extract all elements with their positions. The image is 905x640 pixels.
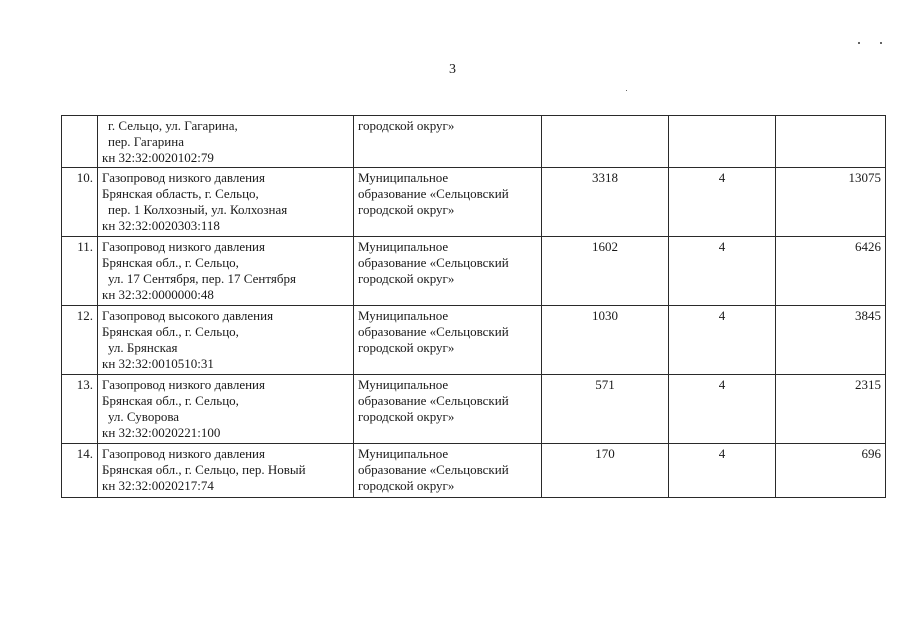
owner-cell — [354, 168, 542, 237]
row-number-cell: 10. — [62, 168, 98, 237]
row-number-cell — [62, 116, 98, 168]
object-line: Брянская обл., г. Сельцо, — [102, 393, 239, 408]
table-row — [62, 116, 886, 168]
owner-line: Муниципальное — [358, 308, 449, 323]
cadastral-number: кн 32:32:0020217:74 — [102, 478, 214, 493]
table-row — [62, 306, 886, 375]
owner-line: городской округ» — [358, 271, 455, 286]
object-line: Брянская обл., г. Сельцо, — [102, 324, 239, 339]
category-cell — [669, 116, 776, 168]
cadastral-number: кн 32:32:0000000:48 — [102, 287, 214, 302]
object-line: ул. Брянская — [108, 340, 178, 355]
object-line: ул. Суворова — [108, 409, 180, 424]
page-number: 3 — [449, 62, 456, 77]
owner-line: городской округ» — [358, 202, 455, 217]
owner-cell — [354, 375, 542, 444]
value-cell: 696 — [776, 444, 886, 498]
value-cell: 3845 — [776, 306, 886, 375]
row-number-cell: 13. — [62, 375, 98, 444]
object-line: Брянская обл., г. Сельцо, — [102, 255, 239, 270]
category-cell: 4 — [669, 168, 776, 237]
row-number-cell: 12. — [62, 306, 98, 375]
table-row — [62, 375, 886, 444]
owner-line: Муниципальное — [358, 377, 449, 392]
object-cell — [98, 116, 354, 168]
property-table — [61, 115, 886, 498]
object-line: Брянская область, г. Сельцо, — [102, 186, 259, 201]
property-table-body — [62, 116, 886, 498]
object-cell — [98, 306, 354, 375]
scan-speck — [880, 42, 882, 44]
length-cell: 1602 — [542, 237, 669, 306]
object-line: г. Сельцо, ул. Гагарина, — [108, 118, 238, 133]
object-cell — [98, 444, 354, 498]
owner-line: образование «Сельцовский — [358, 324, 509, 339]
category-cell: 4 — [669, 375, 776, 444]
object-line: Брянская обл., г. Сельцо, пер. Новый — [102, 462, 306, 477]
length-cell: 3318 — [542, 168, 669, 237]
object-cell — [98, 375, 354, 444]
owner-line: городской округ» — [358, 340, 455, 355]
length-cell — [542, 116, 669, 168]
value-cell: 13075 — [776, 168, 886, 237]
owner-line: городской округ» — [358, 409, 455, 424]
owner-line: городской округ» — [358, 478, 455, 493]
object-cell — [98, 237, 354, 306]
owner-cell — [354, 444, 542, 498]
object-line: Газопровод низкого давления — [102, 377, 265, 392]
length-cell: 571 — [542, 375, 669, 444]
owner-cell — [354, 116, 542, 168]
owner-cell — [354, 306, 542, 375]
owner-line: Муниципальное — [358, 446, 449, 461]
value-cell: 2315 — [776, 375, 886, 444]
table-row — [62, 237, 886, 306]
cadastral-number: кн 32:32:0010510:31 — [102, 356, 214, 371]
object-line: Газопровод низкого давления — [102, 239, 265, 254]
table-row — [62, 168, 886, 237]
owner-line: образование «Сельцовский — [358, 393, 509, 408]
value-cell — [776, 116, 886, 168]
object-line: Газопровод низкого давления — [102, 170, 265, 185]
value-cell: 6426 — [776, 237, 886, 306]
table-row — [62, 444, 886, 498]
owner-line: образование «Сельцовский — [358, 255, 509, 270]
category-cell: 4 — [669, 237, 776, 306]
object-line: Газопровод высокого давления — [102, 308, 274, 323]
cadastral-number: кн 32:32:0020102:79 — [102, 150, 214, 165]
row-number-cell: 14. — [62, 444, 98, 498]
cadastral-number: кн 32:32:0020303:118 — [102, 218, 220, 233]
scan-speck — [626, 90, 627, 91]
row-number-cell: 11. — [62, 237, 98, 306]
object-line: ул. 17 Сентября, пер. 17 Сентября — [108, 271, 296, 286]
owner-line: Муниципальное — [358, 170, 449, 185]
length-cell: 170 — [542, 444, 669, 498]
category-cell: 4 — [669, 306, 776, 375]
owner-line: образование «Сельцовский — [358, 462, 509, 477]
owner-line: Муниципальное — [358, 239, 449, 254]
owner-line: образование «Сельцовский — [358, 186, 509, 201]
length-cell: 1030 — [542, 306, 669, 375]
cadastral-number: кн 32:32:0020221:100 — [102, 425, 221, 440]
category-cell: 4 — [669, 444, 776, 498]
object-line: пер. 1 Колхозный, ул. Колхозная — [108, 202, 288, 217]
object-line: Газопровод низкого давления — [102, 446, 265, 461]
object-line: пер. Гагарина — [108, 134, 184, 149]
owner-line: городской округ» — [358, 118, 455, 133]
scan-speck — [858, 42, 860, 44]
owner-cell — [354, 237, 542, 306]
object-cell — [98, 168, 354, 237]
